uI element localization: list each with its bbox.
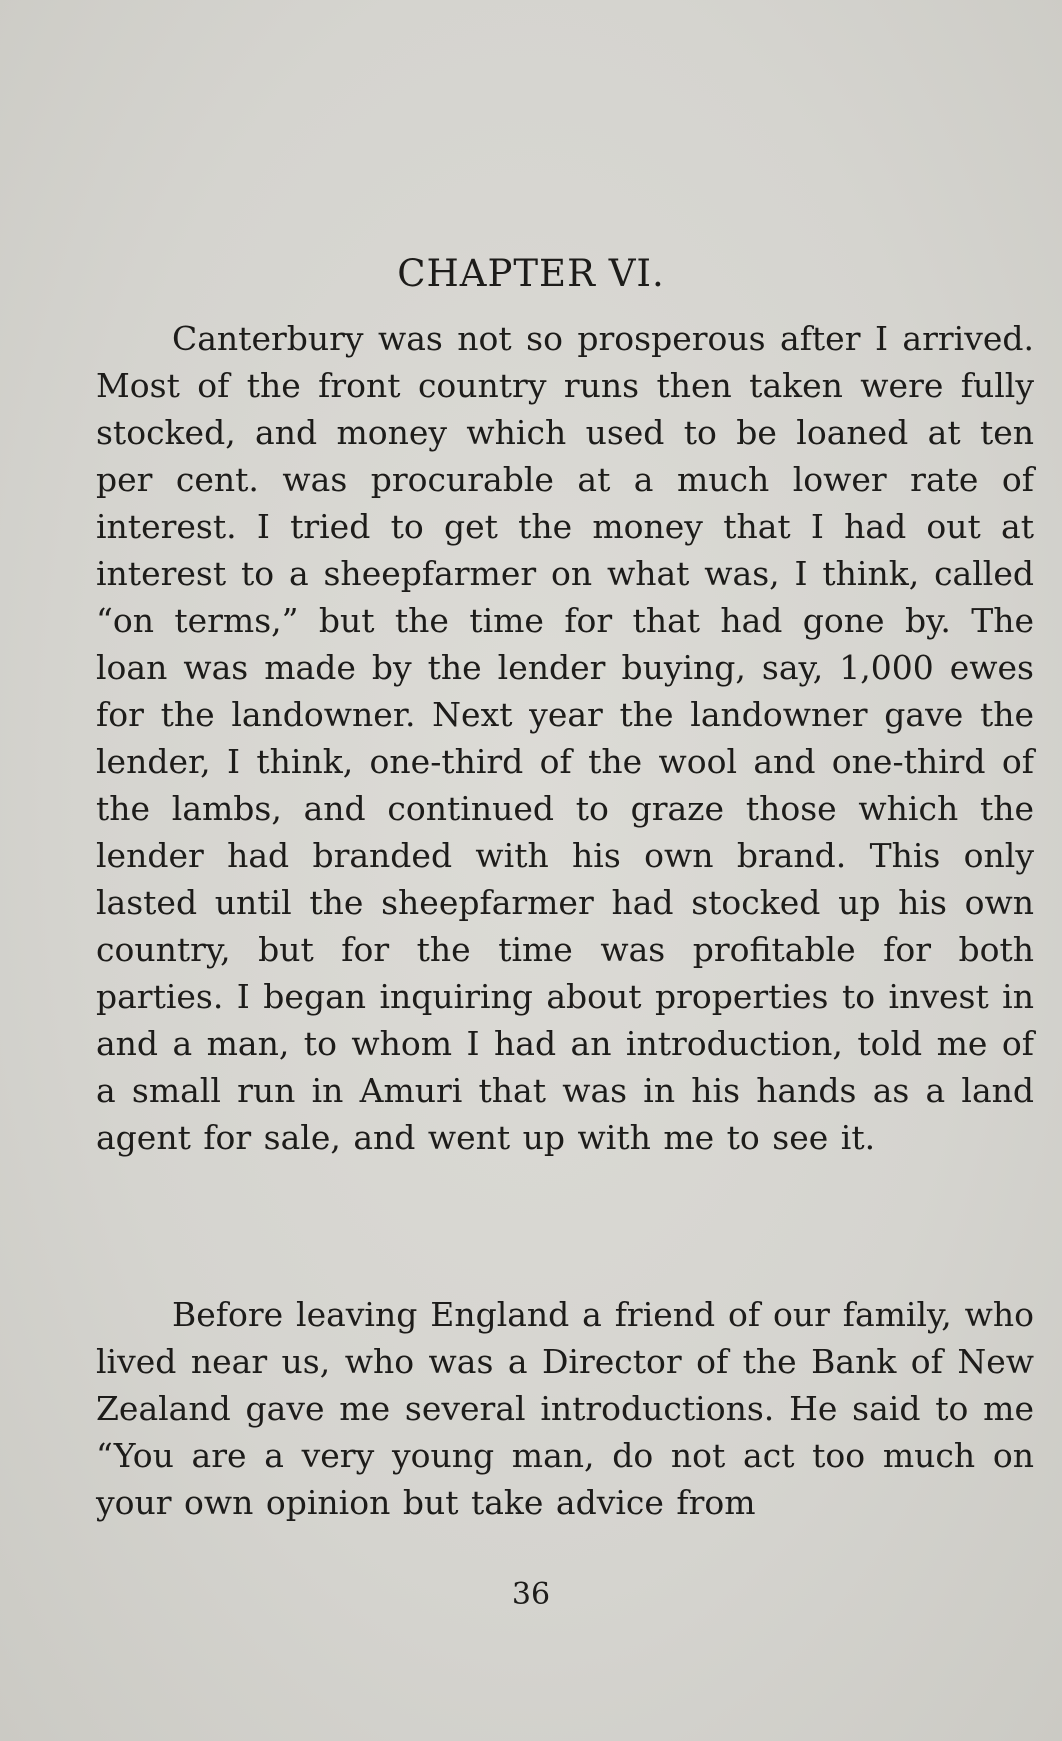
paragraph-1: Canterbury was not so prosperous after I arrived. Most of the front country runs then taken were fully stocked, and money which used to be loaned at ten per cent. was procurable at a much lower rate of interest. I tried to get the money that I had out at interest to a sheepfarmer on what was, I think, called “on terms,” but the time for that had gone by. The loan was made by the lender buying, say, 1,000 ewes for the landowner. Next year the landowner gave the lender, I think, one-third of the wool and one-third of the lambs, and continued to graze those which the lender had branded with his own brand. This only lasted until the sheepfarmer had stocked up his own country, but for the time was profitable for both parties. I began inquiring about properties to invest in and a man, to whom I had an introduction, told me of a small run in Amuri that was in his hands as a land agent for sale, and went up with me to see it. (96, 319, 1034, 1157)
paragraph-2: Before leaving England a friend of our family, who lived near us, who was a Director of the Bank of New Zealand gave me several introductions. He said to me “You are a very young man, do not act too much on your own opinion but take advice from (96, 1295, 1034, 1522)
page-number: 36 (511, 1577, 551, 1612)
chapter-title: CHAPTER VI. (397, 252, 665, 295)
